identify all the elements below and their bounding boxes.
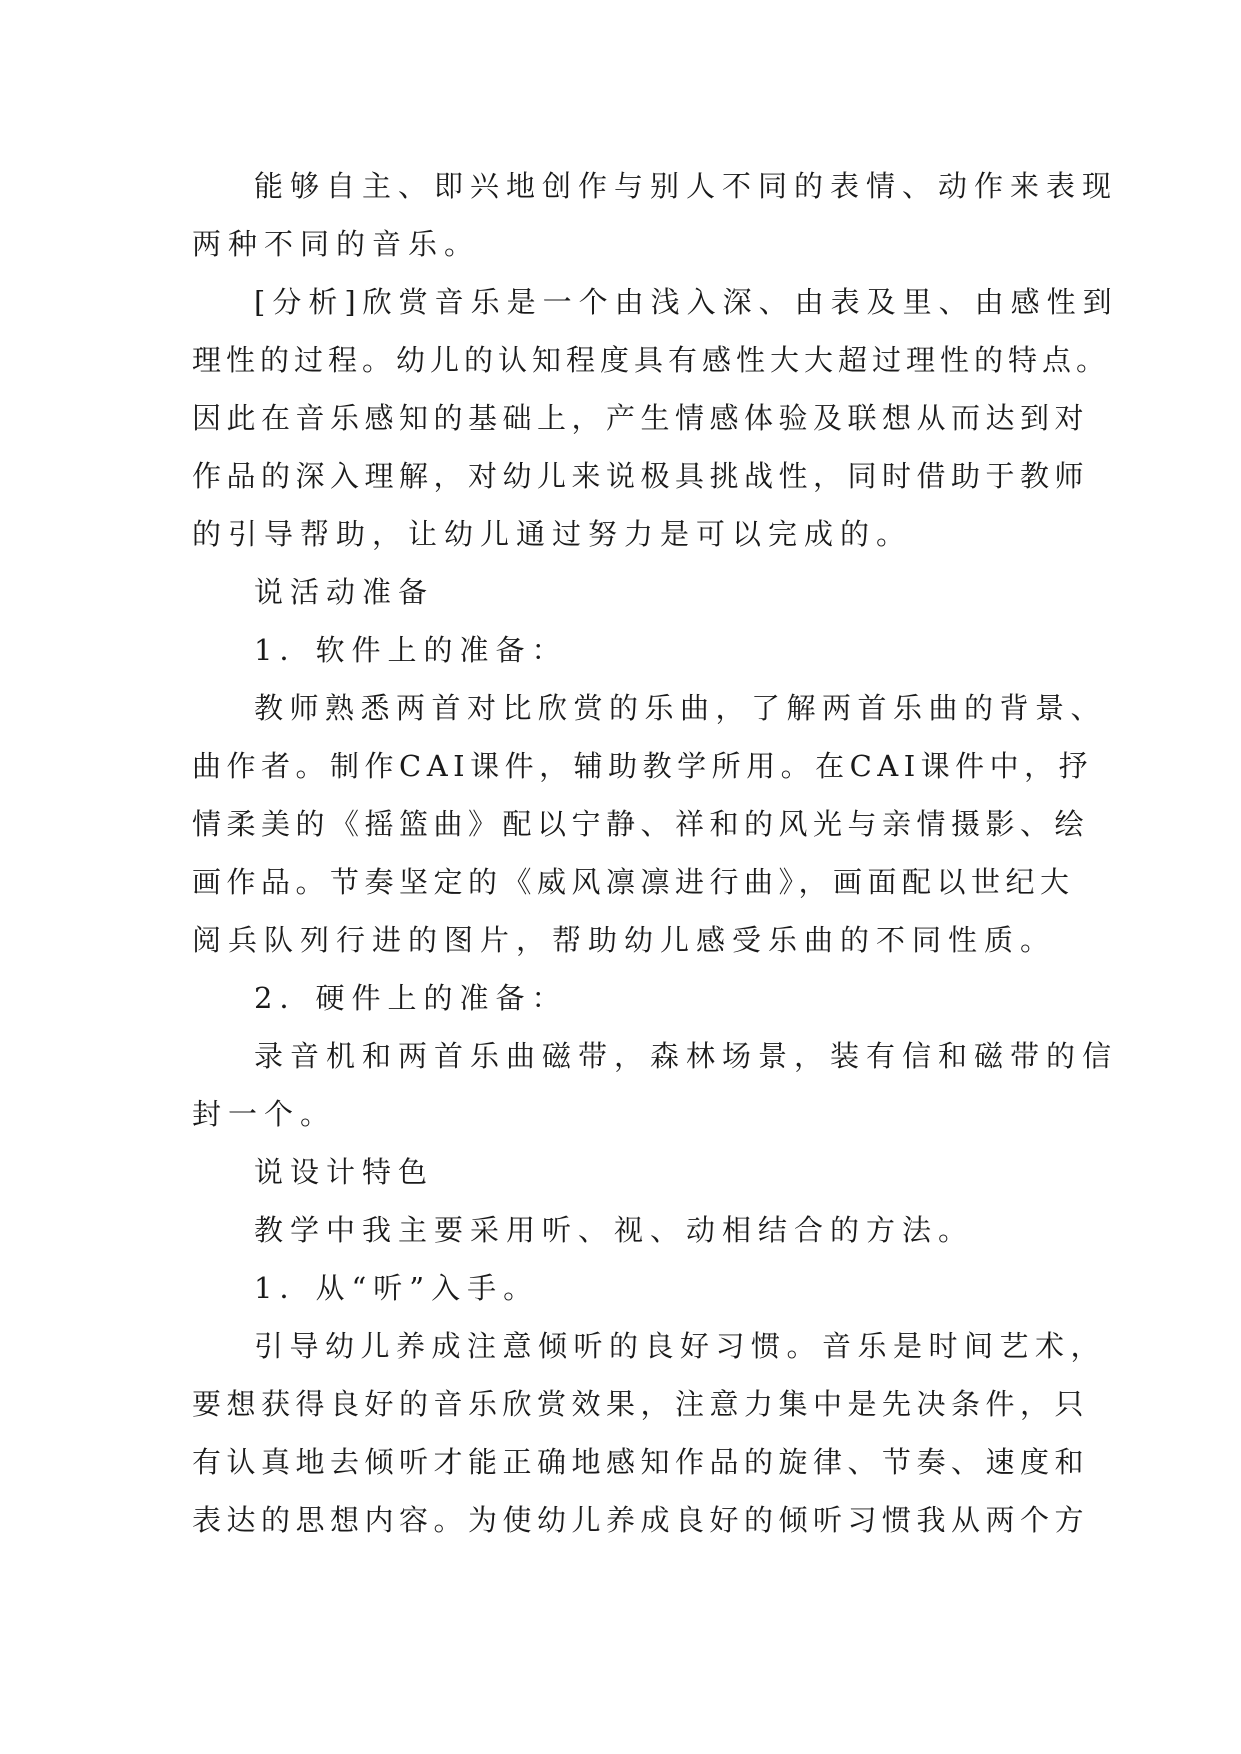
text-line: 画作品。节奏坚定的《威风凛凛进行曲》，画面配以世纪大 (192, 865, 1075, 899)
text-line: 能够自主、即兴地创作与别人不同的表情、动作来表现 (254, 169, 1119, 203)
list-item: 1．从“听”入手。 (254, 1271, 540, 1305)
text-line: 表达的思想内容。为使幼儿养成良好的倾听习惯我从两个方 (192, 1503, 1090, 1537)
section-heading: 说活动准备 (254, 575, 435, 609)
text-line: 阅兵队列行进的图片，帮助幼儿感受乐曲的不同性质。 (192, 923, 1057, 957)
text-line: 要想获得良好的音乐欣赏效果，注意力集中是先决条件，只 (192, 1387, 1090, 1421)
list-item: 1．软件上的准备： (254, 633, 568, 667)
text-line: 作品的深入理解，对幼儿来说极具挑战性，同时借助于教师 (192, 459, 1090, 493)
text-line: 引导幼儿养成注意倾听的良好习惯。音乐是时间艺术， (254, 1329, 1107, 1363)
text-line: 情柔美的《摇篮曲》配以宁静、祥和的风光与亲情摄影、绘 (192, 807, 1090, 841)
text-line: 理性的过程。幼儿的认知程度具有感性大大超过理性的特点。 (192, 343, 1111, 377)
section-heading: 说设计特色 (254, 1155, 435, 1189)
text-line: 因此在音乐感知的基础上，产生情感体验及联想从而达到对 (192, 401, 1090, 435)
text-line: 两种不同的音乐。 (192, 227, 481, 261)
list-item: 2．硬件上的准备： (254, 981, 568, 1015)
text-line: 录音机和两首乐曲磁带，森林场景，装有信和磁带的信 (254, 1039, 1119, 1073)
text-line: [分析]欣赏音乐是一个由浅入深、由表及里、由感性到 (254, 285, 1119, 319)
text-line: 的引导帮助，让幼儿通过努力是可以完成的。 (192, 517, 913, 551)
text-line: 曲作者。制作CAI课件，辅助教学所用。在CAI课件中，抒 (192, 749, 1094, 783)
text-line: 封一个。 (192, 1097, 337, 1131)
text-line: 教学中我主要采用听、视、动相结合的方法。 (254, 1213, 975, 1247)
text-line: 有认真地去倾听才能正确地感知作品的旋律、节奏、速度和 (192, 1445, 1090, 1479)
text-line: 教师熟悉两首对比欣赏的乐曲，了解两首乐曲的背景、 (254, 691, 1107, 725)
